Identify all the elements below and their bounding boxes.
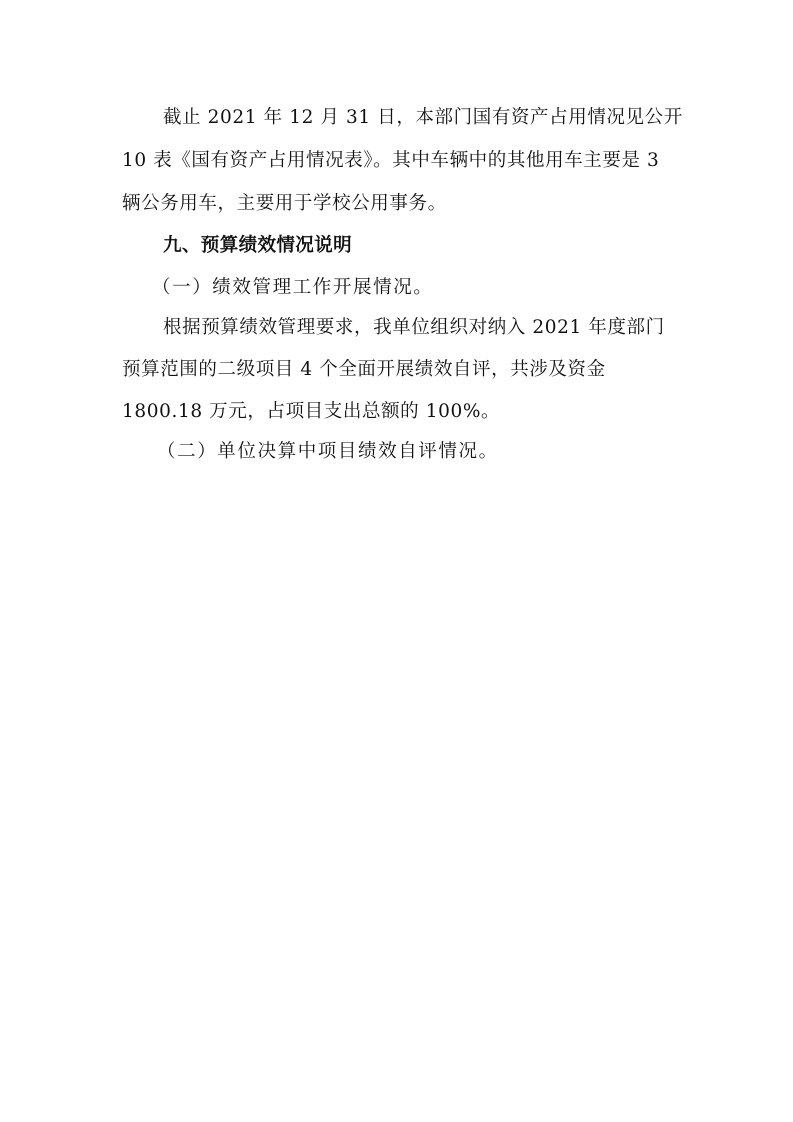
paragraph-assets-line-3: 辆公务用车，主要用于学校公用事务。 (122, 193, 447, 214)
paragraph-performance-line-1: 根据预算绩效管理要求，我单位组织对纳入 2021 年度部门 (163, 317, 665, 338)
paragraph-assets-line-2: 10 表《国有资产占用情况表》。其中车辆中的其他用车主要是 3 (122, 150, 660, 171)
paragraph-assets-line-1: 截止 2021 年 12 月 31 日，本部门国有资产占用情况见公开 (163, 107, 683, 128)
subsection-heading-1: （一）绩效管理工作开展情况。 (152, 277, 434, 298)
section-heading: 九、预算绩效情况说明 (163, 235, 353, 256)
paragraph-performance-line-2: 预算范围的二级项目 4 个全面开展绩效自评，共涉及资金 (122, 359, 606, 380)
paragraph-performance-line-3: 1800.18 万元，占项目支出总额的 100%。 (122, 401, 501, 422)
subsection-heading-2: （二）单位决算中项目绩效自评情况。 (157, 441, 499, 462)
